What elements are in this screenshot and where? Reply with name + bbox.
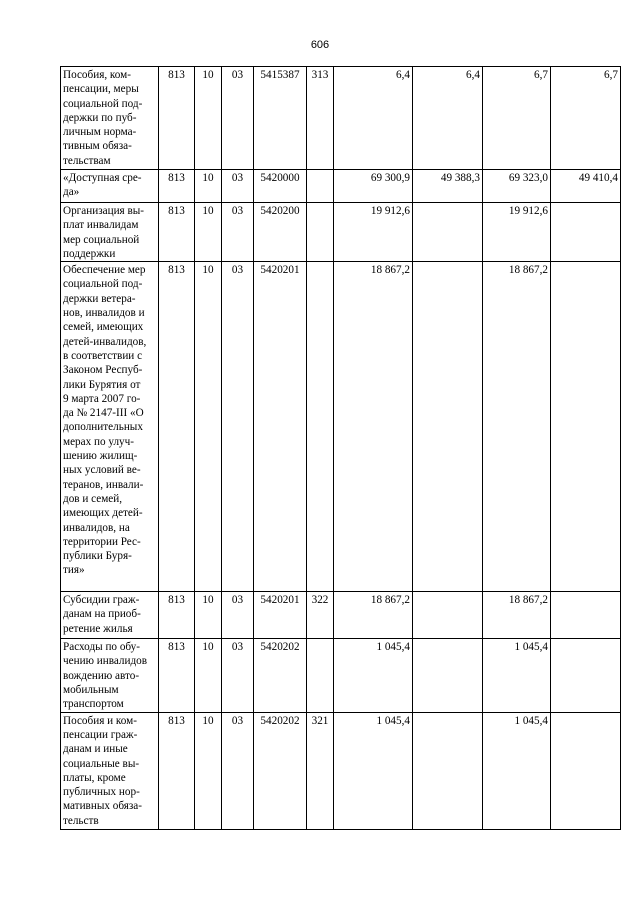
expense-name-line: дополнительных [63, 421, 143, 434]
expense-name-line: Пособия и ком- [63, 714, 137, 727]
expense-name-line: ретение жилья [63, 622, 133, 635]
expense-type-cell [307, 639, 334, 712]
amount-cell-3: 6,7 [483, 67, 551, 170]
expense-name-line: Пособия, ком- [63, 69, 131, 81]
expense-type-cell: 313 [307, 67, 334, 170]
expense-name-line: личным норма- [63, 126, 137, 139]
section-code-cell: 10 [195, 262, 222, 592]
amount-cell-4 [551, 262, 621, 592]
expense-name-line: держки по пуб- [63, 111, 137, 124]
amount-cell-1: 18 867,2 [334, 592, 413, 639]
expense-type-cell: 321 [307, 712, 334, 829]
amount-cell-3: 18 867,2 [483, 262, 551, 592]
target-article-cell: 5420202 [254, 639, 307, 712]
subsection-code-cell: 03 [222, 262, 254, 592]
amount-cell-2 [413, 712, 483, 829]
expense-name-line: платы, кроме [63, 771, 126, 784]
amount-cell-3: 18 867,2 [483, 592, 551, 639]
ministry-code-cell: 813 [159, 67, 195, 170]
expense-name-line: тия» [63, 564, 85, 577]
expense-name-line: публики Буря- [63, 550, 132, 563]
expense-name-line: социальные вы- [63, 757, 140, 770]
section-code-cell: 10 [195, 712, 222, 829]
expense-name-line: вождению авто- [63, 669, 140, 682]
expense-name-line: детей-инвалидов, [63, 335, 147, 348]
ministry-code-cell: 813 [159, 262, 195, 592]
expense-name-line: да № 2147-III «О [63, 407, 144, 420]
subsection-code-cell: 03 [222, 639, 254, 712]
expense-name-cell [61, 712, 159, 829]
expense-type-cell [307, 203, 334, 262]
subsection-code-cell: 03 [222, 712, 254, 829]
target-article-cell: 5420201 [254, 592, 307, 639]
subsection-code-cell: 03 [222, 203, 254, 262]
expense-name-line: пенсации граж- [63, 728, 138, 741]
expense-name-line: чению инвалидов [63, 655, 148, 668]
table-row [61, 170, 621, 203]
table-row [61, 712, 621, 829]
expense-name-cell [61, 67, 159, 170]
expense-name-line: инвалидов, на [63, 521, 130, 534]
target-article-cell: 5420202 [254, 712, 307, 829]
table-row [61, 262, 621, 592]
amount-cell-4 [551, 712, 621, 829]
subsection-code-cell: 03 [222, 170, 254, 203]
expense-name-line: имеющих детей- [63, 507, 143, 520]
amount-cell-4 [551, 592, 621, 639]
expense-name-line: тивным обяза- [63, 140, 132, 153]
amount-cell-3: 69 323,0 [483, 170, 551, 203]
expense-name-cell [61, 203, 159, 262]
ministry-code-cell: 813 [159, 712, 195, 829]
expense-name-line: мативных обяза- [63, 800, 142, 813]
amount-cell-3: 1 045,4 [483, 712, 551, 829]
expense-name-line: поддержки [63, 247, 116, 260]
expense-type-cell [307, 262, 334, 592]
expense-name-line: тельствам [63, 154, 111, 167]
amount-cell-3: 19 912,6 [483, 203, 551, 262]
expense-name-line: «Доступная сре- [63, 172, 142, 184]
expense-name-line: публичных нор- [63, 786, 140, 799]
target-article-cell: 5420201 [254, 262, 307, 592]
expense-name-line: 9 марта 2007 го- [63, 392, 141, 405]
amount-cell-3: 1 045,4 [483, 639, 551, 712]
expense-name-line: нов, инвалидов и [63, 307, 145, 320]
ministry-code-cell: 813 [159, 639, 195, 712]
subsection-code-cell: 03 [222, 592, 254, 639]
expense-name-line: семей, имеющих [63, 321, 144, 334]
expense-name-line: данам и иные [63, 743, 128, 756]
expense-name-line: мерах по улуч- [63, 435, 135, 448]
page-number: 606 [310, 39, 330, 51]
expense-name-line: тельств [63, 814, 99, 827]
amount-cell-1: 69 300,9 [334, 170, 413, 203]
table-row [61, 592, 621, 639]
target-article-cell: 5415387 [254, 67, 307, 170]
expense-name-line: шению жилищ- [63, 450, 138, 463]
expense-name-line: данам на приоб- [63, 608, 141, 621]
ministry-code-cell: 813 [159, 592, 195, 639]
amount-cell-4: 6,7 [551, 67, 621, 170]
section-code-cell: 10 [195, 639, 222, 712]
expense-name-line: Организация вы- [63, 205, 145, 217]
amount-cell-4 [551, 203, 621, 262]
amount-cell-1: 6,4 [334, 67, 413, 170]
target-article-cell: 5420000 [254, 170, 307, 203]
section-code-cell: 10 [195, 203, 222, 262]
table-row [61, 67, 621, 170]
amount-cell-2: 6,4 [413, 67, 483, 170]
expense-name-line: территории Рес- [63, 535, 141, 548]
amount-cell-2 [413, 262, 483, 592]
expense-name-line: мер социальной [63, 233, 140, 246]
amount-cell-2: 49 388,3 [413, 170, 483, 203]
section-code-cell: 10 [195, 67, 222, 170]
expense-name-cell [61, 262, 159, 592]
amount-cell-2 [413, 203, 483, 262]
amount-cell-1: 1 045,4 [334, 639, 413, 712]
amount-cell-1: 1 045,4 [334, 712, 413, 829]
expense-name-cell [61, 639, 159, 712]
amount-cell-1: 18 867,2 [334, 262, 413, 592]
expense-name-line: ных условий ве- [63, 464, 141, 477]
ministry-code-cell: 813 [159, 203, 195, 262]
expense-name-line: пенсации, меры [63, 83, 139, 96]
expense-name-line: Расходы по обу- [63, 641, 141, 654]
expense-name-line: Обеспечение мер [63, 264, 146, 277]
budget-table [60, 66, 621, 830]
expense-name-line: плат инвалидам [63, 219, 139, 232]
expense-name-line: Субсидии граж- [63, 594, 140, 607]
target-article-cell: 5420200 [254, 203, 307, 262]
amount-cell-4: 49 410,4 [551, 170, 621, 203]
amount-cell-4 [551, 639, 621, 712]
expense-name-line: да» [63, 186, 80, 199]
amount-cell-2 [413, 639, 483, 712]
expense-name-line: теранов, инвали- [63, 478, 144, 491]
amount-cell-2 [413, 592, 483, 639]
expense-name-line: транспортом [63, 698, 124, 711]
table-row [61, 203, 621, 262]
expense-name-line: держки ветера- [63, 292, 136, 305]
expense-name-line: лики Бурятия от [63, 378, 141, 391]
section-code-cell: 10 [195, 170, 222, 203]
table-row [61, 639, 621, 712]
expense-name-line: мобильным [63, 684, 119, 697]
expense-type-cell: 322 [307, 592, 334, 639]
expense-name-line: Законом Респуб- [63, 364, 143, 377]
amount-cell-1: 19 912,6 [334, 203, 413, 262]
expense-type-cell [307, 170, 334, 203]
expense-name-line: социальной под- [63, 97, 143, 110]
expense-name-line: дов и семей, [63, 492, 123, 505]
expense-name-line: в соответствии с [63, 349, 143, 362]
section-code-cell: 10 [195, 592, 222, 639]
expense-name-cell [61, 592, 159, 639]
expense-name-cell [61, 170, 159, 203]
expense-name-line: социальной под- [63, 278, 143, 291]
ministry-code-cell: 813 [159, 170, 195, 203]
subsection-code-cell: 03 [222, 67, 254, 170]
